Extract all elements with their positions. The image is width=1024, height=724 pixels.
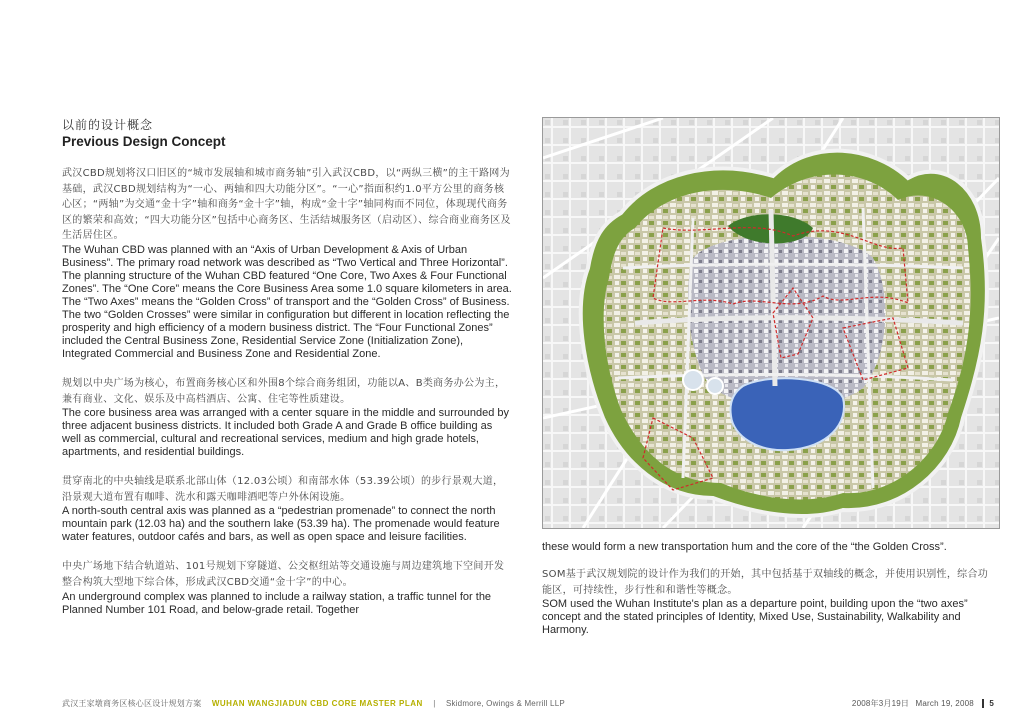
section-title-cn: 以前的设计概念 — [62, 118, 154, 132]
footer-project-en: WUHAN WANGJIADUN CBD CORE MASTER PLAN — [211, 699, 423, 708]
right-column-text — [542, 541, 998, 650]
paragraph-continuation — [542, 541, 998, 554]
stadium-2 — [707, 378, 723, 394]
footer-separator: | — [433, 699, 436, 708]
footer-right — [852, 698, 994, 709]
paragraph-3-cn: 贯穿南北的中央轴线是联系北部山体（12.03公顷）和南部水体（53.39公顷）的步行景观大道，沿景观大道布置有咖啡、洗水和露天咖啡酒吧等户外休闲设施。 — [62, 476, 504, 503]
continuation-en: these would form a new transportation hum and the core of the “the Golden Cross”. — [542, 541, 947, 553]
section-title-en: Previous Design Concept — [62, 134, 226, 149]
paragraph-2-en: The core business area was arranged with a center square in the middle and surrounded by three adjacent business districts. It included both Grade A and Grade B office building as well as commercial, cultural and recreational services, medium and high grade hotels, apartments, and residential buildings. — [62, 407, 509, 459]
stadium-1 — [683, 370, 703, 390]
paragraph-1-cn: 武汉CBD规划将汉口旧区的“城市发展轴和城市商务轴”引入武汉CBD，以“两纵三横”的主干路网为基础，武汉CBD规划结构为“一心、两轴和四大功能分区”。“一心”指面积约1.0平方公里的商务核心区；“两轴”为交通“金十字”轴和商务“金十字”轴，构成“金十字”轴同构而不同位，体现现代商务区的繁荣和高效；“四大功能分区”包括中心商务区、生活结城服务区（启动区）、综合商业商务区及生活居住区。 — [62, 168, 511, 242]
paragraph-3-en: A north-south central axis was planned as a “pedestrian promenade” to connect the north mountain park (12.03 ha) and the southern lake (53.39 ha). The promenade would feature water features, outdoor cafés and bars, as well as open space and leisure facilities. — [62, 505, 500, 544]
master-plan-image — [542, 117, 1000, 529]
paragraph-som — [542, 567, 998, 637]
page-footer — [62, 698, 994, 712]
left-column — [62, 116, 512, 632]
paragraph-4-cn: 中央广场地下结合轨道站、101号规划下穿隧道、公交枢纽站等交通设施与周边建筑地下空间开发整合构筑大型地下综合体，形成武汉CBD交通“金十字”的中心。 — [62, 561, 505, 588]
paragraph-1 — [62, 166, 512, 361]
som-en: SOM used the Wuhan Institute's plan as a departure point, building upon the “two axes” concept and the stated principles of Identity, Mixed Use, Sustainability, Walkability and Harmony. — [542, 598, 968, 637]
footer-date-cn: 2008年3月19日 — [851, 699, 910, 708]
master-plan-illustration — [543, 118, 999, 528]
paragraph-4-en: An underground complex was planned to include a railway station, a traffic tunnel for the Planned Number 101 Road, and below-grade retail. Together — [62, 590, 492, 616]
paragraph-3 — [62, 474, 512, 544]
paragraph-2-cn: 规划以中央广场为核心，布置商务核心区和外围8个综合商务组团，功能以A、B类商务办公为主，兼有商业、文化、娱乐及中高档酒店、公寓、住宅等性质建设。 — [62, 377, 506, 405]
footer-left — [62, 698, 565, 709]
page-number: 5 — [982, 699, 994, 708]
paragraph-4 — [62, 559, 512, 616]
som-cn: SOM基于武汉规划院的设计作为我们的开始，其中包括基于双轴线的概念，并使用识别性，综合功能区，可持续性，步行性和和谐性等概念。 — [542, 569, 989, 596]
footer-date-en: March 19, 2008 — [915, 699, 974, 708]
footer-firm: Skidmore, Owings & Merrill LLP — [445, 699, 565, 708]
paragraph-1-en: The Wuhan CBD was planned with an “Axis of Urban Development & Axis of Urban Business”. The primary road network was described as “Two Vertical and Three Horizontal”. The planning structure of the Wuhan CBD featured “One Core, Two Axes & Four Functional Zones”. The “One Core” means the Core Business Area some 1.0 square kilometers in area. The “Two Axes” means the “Golden Cross” of transport and the “Golden Cross” of Business. The two “Golden Crosses” were similar in configuration but different in location reflecting the prosperity and high efficiency of a modern business district. The “Four Functional Zones” included the Central Business Zone, Residential Service Zone (Initialization Zone), Integrated Commercial and Business Zone and Residential Zone. — [62, 243, 512, 360]
paragraph-2 — [62, 376, 512, 459]
footer-project-cn: 武汉王家墩商务区核心区设计规划方案 — [62, 699, 202, 708]
